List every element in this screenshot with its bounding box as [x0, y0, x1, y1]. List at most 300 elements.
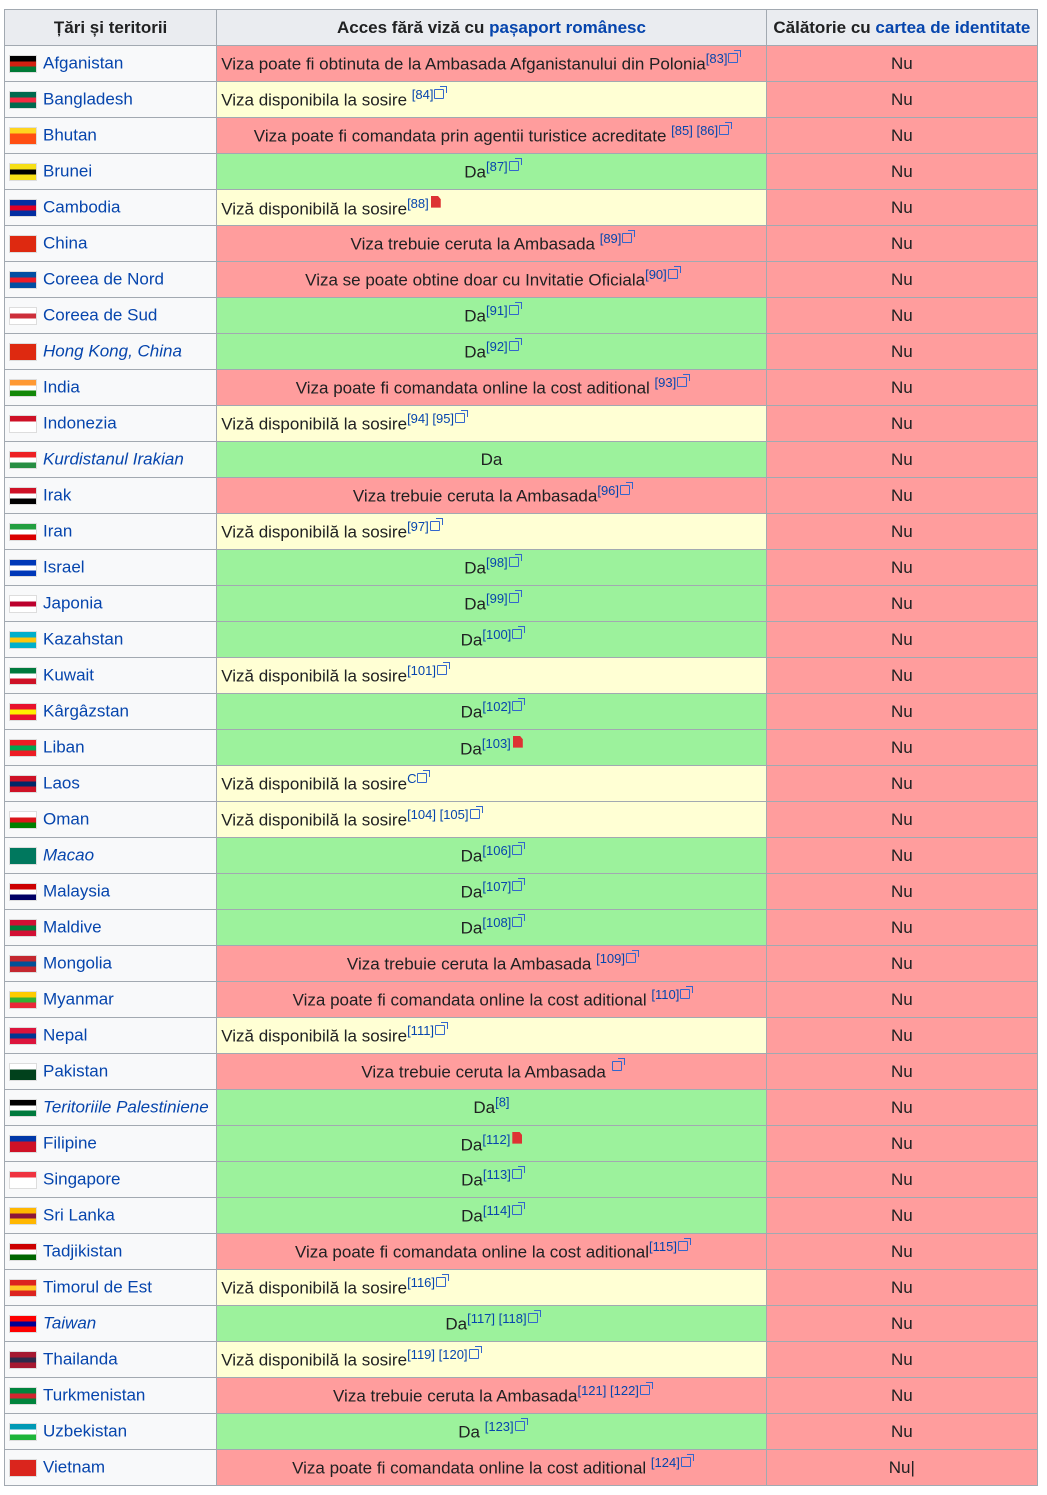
- table-row: [5, 586, 1038, 622]
- access-text: Viza trebuie ceruta la Ambasada: [333, 1386, 578, 1406]
- flag-icon: [9, 127, 37, 145]
- external-link-icon[interactable]: [509, 593, 519, 603]
- reference-link[interactable]: [99]: [485, 590, 508, 606]
- reference-link[interactable]: [117] [118]: [467, 1310, 527, 1326]
- country-cell: [5, 406, 217, 442]
- reference-link[interactable]: [114]: [482, 1202, 511, 1218]
- reference-link[interactable]: [88]: [407, 195, 429, 211]
- flag-icon: [9, 1279, 37, 1297]
- reference-link[interactable]: [112]: [482, 1131, 511, 1147]
- passport-access-cell: [217, 514, 767, 550]
- external-link-icon[interactable]: [434, 89, 444, 99]
- country-cell: [5, 1306, 217, 1342]
- flag-icon: [9, 163, 37, 181]
- passport-access-cell: [217, 1126, 767, 1162]
- reference-link[interactable]: [119] [120]: [407, 1346, 468, 1362]
- table-row: [5, 1126, 1038, 1162]
- table-row: [5, 874, 1038, 910]
- reference-link[interactable]: [97]: [407, 518, 429, 534]
- country-link[interactable]: Israel: [43, 557, 85, 577]
- flag-icon: [9, 1207, 37, 1225]
- flag-icon: [9, 667, 37, 685]
- country-link[interactable]: Macao: [43, 845, 95, 865]
- reference-link[interactable]: C: [407, 770, 417, 786]
- country-link[interactable]: Myanmar: [43, 989, 114, 1009]
- id-card-cell: Nu: [766, 154, 1037, 190]
- access-text: Da: [460, 702, 483, 722]
- flag-icon: [9, 919, 37, 937]
- country-cell: [5, 370, 217, 406]
- country-cell: [5, 622, 217, 658]
- id-card-cell: Nu: [766, 1054, 1037, 1090]
- country-link[interactable]: Kuwait: [43, 665, 95, 685]
- id-card-cell: Nu: [766, 838, 1037, 874]
- passport-link[interactable]: pașaport românesc: [489, 17, 646, 37]
- flag-icon: [9, 1243, 37, 1261]
- flag-icon: [9, 343, 37, 361]
- access-text: Da: [460, 882, 483, 902]
- flag-icon: [9, 1063, 37, 1081]
- access-text: Viză disponibilă la sosire: [221, 810, 408, 830]
- external-link-icon[interactable]: [681, 1457, 691, 1467]
- country-link[interactable]: Maldive: [43, 917, 102, 937]
- country-link[interactable]: Teritoriile Palestiniene: [43, 1097, 209, 1117]
- access-text: Da: [461, 1206, 483, 1226]
- country-link[interactable]: Sri Lanka: [43, 1205, 115, 1225]
- access-text: Viza poate fi obtinuta de la Ambasada Afganistanului din Polonia: [221, 54, 706, 74]
- external-link-icon[interactable]: [515, 1421, 525, 1431]
- passport-access-cell: [217, 910, 767, 946]
- reference-link[interactable]: [110]: [651, 986, 680, 1002]
- table-row: [5, 1162, 1038, 1198]
- access-text: Viza trebuie ceruta la Ambasada: [352, 486, 598, 506]
- reference-link[interactable]: [108]: [482, 914, 512, 930]
- flag-icon: [9, 271, 37, 289]
- country-cell: [5, 1378, 217, 1414]
- table-row: [5, 1198, 1038, 1234]
- id-card-cell: Nu: [766, 406, 1037, 442]
- reference-link[interactable]: [104] [105]: [407, 806, 469, 822]
- external-link-icon[interactable]: [512, 629, 522, 639]
- flag-icon: [9, 811, 37, 829]
- country-link[interactable]: Bangladesh: [43, 89, 133, 109]
- external-link-icon[interactable]: [437, 665, 447, 675]
- country-link[interactable]: Nepal: [43, 1025, 88, 1045]
- id-card-cell: Nu: [766, 1306, 1037, 1342]
- reference-link[interactable]: [124]: [650, 1454, 680, 1470]
- flag-icon: [9, 379, 37, 397]
- access-text: Viză disponibilă la sosire: [221, 522, 408, 542]
- country-link[interactable]: Mongolia: [43, 953, 112, 973]
- reference-link[interactable]: [92]: [485, 338, 508, 354]
- access-text: Viza poate fi comandata online la cost aditional: [295, 378, 655, 398]
- access-text: Viză disponibilă la sosire: [221, 666, 408, 686]
- country-cell: [5, 586, 217, 622]
- passport-access-cell: [217, 226, 767, 262]
- id-card-cell: Nu: [766, 1414, 1037, 1450]
- access-text: Da: [445, 1314, 468, 1334]
- external-link-icon[interactable]: [668, 269, 678, 279]
- id-card-cell: Nu: [766, 802, 1037, 838]
- country-cell: [5, 190, 217, 226]
- country-link[interactable]: Japonia: [43, 593, 103, 613]
- country-cell: [5, 154, 217, 190]
- flag-icon: [9, 1423, 37, 1441]
- external-link-icon[interactable]: [430, 521, 440, 531]
- flag-icon: [9, 739, 37, 757]
- country-link[interactable]: India: [43, 377, 80, 397]
- pdf-icon[interactable]: [513, 736, 523, 748]
- passport-access-cell: [217, 1234, 767, 1270]
- reference-link[interactable]: [107]: [482, 878, 512, 894]
- table-row: [5, 334, 1038, 370]
- country-cell: [5, 1126, 217, 1162]
- country-link[interactable]: Filipine: [43, 1133, 97, 1153]
- country-link[interactable]: Tadjikistan: [43, 1241, 123, 1261]
- reference-link[interactable]: [84]: [411, 86, 434, 102]
- passport-access-cell: [217, 658, 767, 694]
- access-text: Da: [480, 449, 503, 469]
- country-link[interactable]: Kazahstan: [43, 629, 124, 649]
- table-row: [5, 1018, 1038, 1054]
- country-link[interactable]: Kârgâzstan: [43, 701, 129, 721]
- external-link-icon[interactable]: [626, 953, 636, 963]
- country-link[interactable]: Malaysia: [43, 881, 111, 901]
- access-text: Da: [460, 630, 483, 650]
- country-cell: [5, 46, 217, 82]
- id-card-cell: Nu: [766, 226, 1037, 262]
- access-text: Viza trebuie ceruta la Ambasada: [350, 234, 600, 254]
- passport-access-cell: [217, 154, 767, 190]
- reference-link[interactable]: [87]: [485, 158, 508, 174]
- country-cell: [5, 946, 217, 982]
- access-text: Viza poate fi comandata prin agentii turistice acreditate: [253, 126, 672, 146]
- access-text: Da: [460, 846, 483, 866]
- reference-link[interactable]: [89]: [599, 230, 622, 246]
- passport-access-cell: [217, 694, 767, 730]
- id-card-cell: Nu: [766, 190, 1037, 226]
- table-row: [5, 478, 1038, 514]
- country-link[interactable]: Laos: [43, 773, 80, 793]
- flag-icon: [9, 55, 37, 73]
- id-card-cell: Nu: [766, 874, 1037, 910]
- flag-icon: [9, 523, 37, 541]
- flag-icon: [9, 451, 37, 469]
- country-link[interactable]: Thailanda: [43, 1349, 118, 1369]
- external-link-icon[interactable]: [512, 1205, 522, 1215]
- passport-access-cell: [217, 478, 767, 514]
- access-text: Viză disponibilă la sosire: [221, 414, 408, 434]
- passport-access-cell: [217, 1018, 767, 1054]
- table-row: [5, 226, 1038, 262]
- external-link-icon[interactable]: [509, 161, 519, 171]
- passport-access-cell: [217, 838, 767, 874]
- access-text: Viza disponibila la sosire: [221, 90, 412, 110]
- passport-access-cell: [217, 190, 767, 226]
- passport-access-cell: [217, 1342, 767, 1378]
- id-card-cell: Nu: [766, 514, 1037, 550]
- access-text: Viză disponibilă la sosire: [221, 1026, 408, 1046]
- reference-link[interactable]: [123]: [484, 1418, 514, 1434]
- passport-access-cell: [217, 982, 767, 1018]
- reference-link[interactable]: [106]: [482, 842, 512, 858]
- passport-access-cell: [217, 550, 767, 586]
- table-row: [5, 730, 1038, 766]
- external-link-icon[interactable]: [528, 1313, 538, 1323]
- access-text: Viza trebuie ceruta la Ambasada: [346, 954, 597, 974]
- access-text: Da: [464, 594, 486, 614]
- table-row: [5, 658, 1038, 694]
- id-card-cell: Nu: [766, 1234, 1037, 1270]
- country-link[interactable]: Bhutan: [43, 125, 97, 145]
- table-row: [5, 1090, 1038, 1126]
- country-cell: [5, 442, 217, 478]
- table-row: [5, 298, 1038, 334]
- country-link[interactable]: Oman: [43, 809, 90, 829]
- reference-link[interactable]: [85] [86]: [671, 122, 719, 138]
- country-link[interactable]: Taiwan: [43, 1313, 97, 1333]
- country-cell: [5, 550, 217, 586]
- flag-icon: [9, 487, 37, 505]
- reference-link[interactable]: [113]: [482, 1166, 511, 1182]
- table-row: [5, 118, 1038, 154]
- table-row: [5, 802, 1038, 838]
- flag-icon: [9, 847, 37, 865]
- external-link-icon[interactable]: [622, 233, 632, 243]
- access-text: Da: [464, 162, 486, 182]
- flag-icon: [9, 307, 37, 325]
- reference-link[interactable]: [102]: [482, 698, 512, 714]
- header-id-card: [766, 10, 1037, 46]
- country-link[interactable]: Uzbekistan: [43, 1421, 128, 1441]
- flag-icon: [9, 883, 37, 901]
- external-link-icon[interactable]: [435, 1025, 445, 1035]
- external-link-icon[interactable]: [436, 1277, 446, 1287]
- country-link[interactable]: Liban: [43, 737, 85, 757]
- external-link-icon[interactable]: [509, 341, 519, 351]
- reference-link[interactable]: [93]: [654, 374, 677, 390]
- access-text: Da: [458, 1422, 485, 1442]
- country-cell: [5, 1270, 217, 1306]
- table-row: [5, 46, 1038, 82]
- id-card-cell: Nu: [766, 1126, 1037, 1162]
- country-link[interactable]: Kurdistanul Irakian: [43, 449, 184, 469]
- id-card-cell: Nu: [766, 1270, 1037, 1306]
- external-link-icon[interactable]: [620, 485, 630, 495]
- external-link-icon[interactable]: [512, 701, 522, 711]
- header-row: [5, 10, 1038, 46]
- id-card-cell: Nu: [766, 370, 1037, 406]
- id-card-cell: Nu: [766, 982, 1037, 1018]
- reference-link[interactable]: [109]: [596, 950, 626, 966]
- passport-access-cell: [217, 82, 767, 118]
- access-text: Viză disponibilă la sosire: [221, 1350, 408, 1370]
- country-link[interactable]: Irak: [43, 485, 72, 505]
- pdf-icon[interactable]: [431, 196, 441, 208]
- country-link[interactable]: Cambodia: [43, 197, 121, 217]
- country-link[interactable]: Afganistan: [43, 53, 124, 73]
- reference-link[interactable]: [98]: [485, 554, 508, 570]
- pdf-icon[interactable]: [512, 1132, 522, 1144]
- id-card-cell: Nu: [766, 1162, 1037, 1198]
- passport-access-cell: [217, 1270, 767, 1306]
- passport-access-cell: [217, 802, 767, 838]
- table-row: [5, 910, 1038, 946]
- country-link[interactable]: Singapore: [43, 1169, 121, 1189]
- table-row: [5, 154, 1038, 190]
- country-cell: [5, 910, 217, 946]
- external-link-icon[interactable]: [719, 125, 729, 135]
- external-link-icon[interactable]: [470, 809, 480, 819]
- id-card-cell: Nu: [766, 694, 1037, 730]
- reference-link[interactable]: [96]: [597, 482, 620, 498]
- country-cell: [5, 838, 217, 874]
- table-row: [5, 550, 1038, 586]
- header-countries: Țări și teritorii: [5, 10, 217, 46]
- external-link-icon[interactable]: [512, 845, 522, 855]
- country-link[interactable]: Turkmenistan: [43, 1385, 146, 1405]
- access-text: Viză disponibilă la sosire: [221, 199, 408, 219]
- country-cell: [5, 694, 217, 730]
- passport-access-cell: [217, 370, 767, 406]
- flag-icon: [9, 991, 37, 1009]
- external-link-icon[interactable]: [512, 917, 522, 927]
- reference-link[interactable]: [90]: [645, 266, 667, 282]
- access-text: Da: [460, 1135, 483, 1155]
- id-card-cell: Nu: [766, 622, 1037, 658]
- external-link-icon[interactable]: [640, 1385, 650, 1395]
- table-row: [5, 982, 1038, 1018]
- id-card-cell: Nu: [766, 1090, 1037, 1126]
- table-row: [5, 946, 1038, 982]
- country-cell: [5, 1090, 217, 1126]
- id-card-cell: Nu: [766, 298, 1037, 334]
- country-link[interactable]: Hong Kong, China: [43, 341, 182, 361]
- flag-icon: [9, 199, 37, 217]
- reference-link[interactable]: [100]: [482, 626, 512, 642]
- external-link-icon[interactable]: [455, 413, 465, 423]
- country-cell: [5, 766, 217, 802]
- external-link-icon[interactable]: [417, 773, 427, 783]
- id-card-cell: Nu: [766, 1342, 1037, 1378]
- table-row: [5, 1378, 1038, 1414]
- reference-link[interactable]: [103]: [481, 735, 511, 751]
- id-card-link[interactable]: cartea de identitate: [875, 17, 1031, 37]
- country-link[interactable]: Iran: [43, 521, 73, 541]
- table-row: [5, 262, 1038, 298]
- external-link-icon[interactable]: [469, 1349, 479, 1359]
- access-text: Viza poate fi comandata online la cost aditional: [292, 990, 652, 1010]
- reference-link[interactable]: [94] [95]: [407, 410, 455, 426]
- external-link-icon[interactable]: [677, 377, 687, 387]
- country-link[interactable]: Timorul de Est: [43, 1277, 152, 1297]
- flag-icon: [9, 1135, 37, 1153]
- country-link[interactable]: Brunei: [43, 161, 93, 181]
- country-link[interactable]: Coreea de Nord: [43, 269, 164, 289]
- access-text: Viza trebuie ceruta la Ambasada: [361, 1062, 611, 1082]
- access-text: Da: [461, 1170, 483, 1190]
- table-row: [5, 1342, 1038, 1378]
- flag-icon: [9, 1027, 37, 1045]
- id-card-cell: Nu: [766, 1198, 1037, 1234]
- id-card-cell: Nu: [766, 550, 1037, 586]
- id-card-cell: Nu: [766, 118, 1037, 154]
- table-row: [5, 1414, 1038, 1450]
- external-link-icon[interactable]: [512, 1169, 522, 1179]
- country-link[interactable]: Coreea de Sud: [43, 305, 158, 325]
- table-row: [5, 694, 1038, 730]
- country-cell: [5, 1342, 217, 1378]
- external-link-icon[interactable]: [728, 53, 738, 63]
- access-text: Da: [473, 1097, 496, 1117]
- reference-link[interactable]: [91]: [485, 302, 508, 318]
- id-card-cell: Nu: [766, 766, 1037, 802]
- header-id-prefix: Călătorie cu: [773, 17, 876, 37]
- passport-access-cell: [217, 1090, 767, 1126]
- id-card-cell: Nu: [766, 1378, 1037, 1414]
- flag-icon: [9, 1351, 37, 1369]
- flag-icon: [9, 775, 37, 793]
- table-row: [5, 514, 1038, 550]
- access-text: Da: [460, 918, 483, 938]
- external-link-icon[interactable]: [678, 1241, 688, 1251]
- id-card-cell: Nu: [766, 334, 1037, 370]
- passport-access-cell: [217, 46, 767, 82]
- table-row: [5, 370, 1038, 406]
- country-cell: [5, 514, 217, 550]
- header-passport: [217, 10, 767, 46]
- country-cell: [5, 1450, 217, 1486]
- passport-access-cell: [217, 586, 767, 622]
- flag-icon: [9, 559, 37, 577]
- country-cell: [5, 298, 217, 334]
- id-card-cell: Nu|: [766, 1450, 1037, 1486]
- external-link-icon[interactable]: [512, 881, 522, 891]
- country-cell: [5, 874, 217, 910]
- passport-access-cell: [217, 442, 767, 478]
- reference-link[interactable]: [121] [122]: [577, 1382, 639, 1398]
- table-row: [5, 190, 1038, 226]
- reference-link[interactable]: [116]: [407, 1274, 436, 1290]
- reference-link[interactable]: [83]: [705, 50, 728, 66]
- reference-link[interactable]: [101]: [407, 662, 436, 678]
- table-row: [5, 622, 1038, 658]
- country-link[interactable]: Pakistan: [43, 1061, 109, 1081]
- country-link[interactable]: China: [43, 233, 88, 253]
- table-row: [5, 1270, 1038, 1306]
- passport-access-cell: [217, 1054, 767, 1090]
- country-cell: [5, 802, 217, 838]
- external-link-icon[interactable]: [612, 1061, 622, 1071]
- external-link-icon[interactable]: [680, 989, 690, 999]
- access-text: Viza poate fi comandata online la cost aditional: [292, 1458, 651, 1478]
- access-text: Viza poate fi comandata online la cost aditional: [294, 1242, 650, 1262]
- reference-link[interactable]: [8]: [495, 1093, 510, 1109]
- passport-access-cell: [217, 262, 767, 298]
- passport-access-cell: [217, 946, 767, 982]
- reference-link[interactable]: [115]: [649, 1238, 677, 1254]
- reference-link[interactable]: [111]: [407, 1022, 435, 1038]
- country-cell: [5, 1162, 217, 1198]
- table-row: [5, 442, 1038, 478]
- external-link-icon[interactable]: [509, 557, 519, 567]
- external-link-icon[interactable]: [509, 305, 519, 315]
- country-link[interactable]: Indonezia: [43, 413, 117, 433]
- flag-icon: [9, 1315, 37, 1333]
- country-link[interactable]: Vietnam: [43, 1457, 106, 1477]
- passport-access-cell: [217, 334, 767, 370]
- id-card-cell: Nu: [766, 82, 1037, 118]
